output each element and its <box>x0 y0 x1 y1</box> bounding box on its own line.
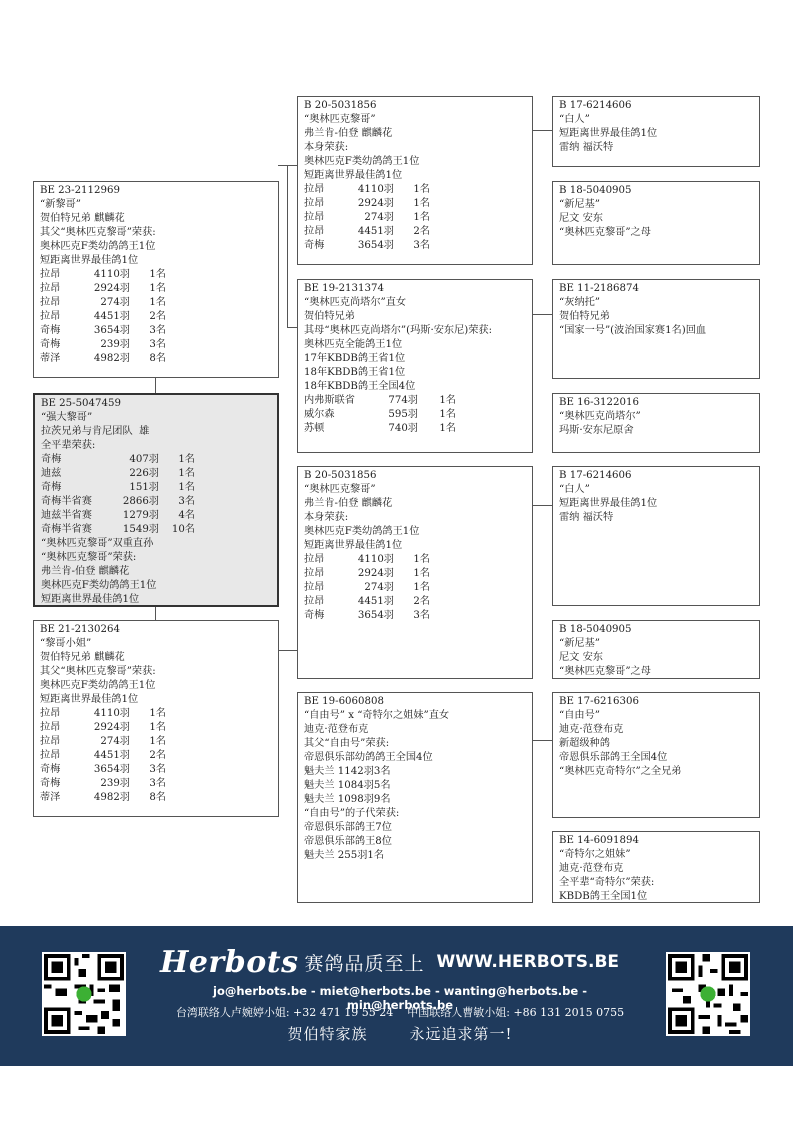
connector-gp-ggp7 <box>533 740 552 741</box>
result-row: 奇梅半省赛 1549羽 10名 <box>41 524 195 535</box>
note-line: 奥林匹克F类幼鸽鸽王1位 <box>40 680 156 691</box>
bird-name: “黎哥小姐” <box>40 638 92 649</box>
detail-line: “奥林匹克黎哥”之母 <box>559 666 651 677</box>
note-line: 短距离世界最佳鸽1位 <box>41 594 140 605</box>
result-row: 拉昂 4451羽 2名 <box>304 226 430 237</box>
pedigree-box-ggp1 <box>552 96 760 167</box>
result-row: 拉昂 4110羽 1名 <box>40 269 166 280</box>
result-row: 拉昂 274羽 1名 <box>40 736 166 747</box>
note-line: 奥林匹克全能鸽王1位 <box>304 339 403 350</box>
pedigree-box-ggp6 <box>552 620 760 679</box>
connector-sire-gp2 <box>287 327 297 328</box>
wechat-qr-code-left[interactable] <box>42 952 126 1036</box>
note-line: 短距离世界最佳鸽1位 <box>304 540 403 551</box>
detail-line: “新尼基” <box>559 199 600 210</box>
note-line: 奥林匹克F类幼鸽鸽王1位 <box>40 241 156 252</box>
pedigree-box-dam-dam <box>297 692 533 903</box>
note-line: “奥林匹克黎哥”荣获: <box>41 552 137 563</box>
detail-line: 玛斯·安东尼原舍 <box>559 425 634 436</box>
ring-number: B 18-5040905 <box>559 185 632 196</box>
connector-gp-ggp5 <box>533 505 552 506</box>
result-row: 奇梅 3654羽 3名 <box>40 325 166 336</box>
pedigree-box-ggp2 <box>552 181 760 265</box>
note-line: 本身荣获: <box>304 142 349 153</box>
result-row: 苏顿 740羽 1名 <box>304 423 456 434</box>
pedigree-box-sire-sire <box>297 96 533 265</box>
result-row: 奇梅 3654羽 3名 <box>40 764 166 775</box>
note-line: 短距离世界最佳鸽1位 <box>40 255 139 266</box>
result-row: 拉昂 4110羽 1名 <box>40 708 166 719</box>
ring-number: BE 11-2186874 <box>559 283 639 294</box>
result-row: 奇梅 3654羽 3名 <box>304 240 430 251</box>
detail-line: KBDB鸽王全国1位 <box>559 891 648 902</box>
detail-line: “奥林匹克奇特尔”之全兄弟 <box>559 766 682 777</box>
note-line: 18年KBDB鸽王全国4位 <box>304 381 416 392</box>
result-row: 拉昂 2924羽 1名 <box>40 283 166 294</box>
detail-line: 帝恩俱乐部鸽王全国4位 <box>559 752 668 763</box>
detail-line: 雷纳 福沃特 <box>559 512 614 523</box>
bird-name: “奥林匹克黎哥” <box>304 484 376 495</box>
ring-number: B 20-5031856 <box>304 100 377 111</box>
result-row: 奇梅 407羽 1名 <box>41 454 195 465</box>
detail-line: 魁夫兰 255羽1名 <box>304 850 385 861</box>
detail-line: 其父“自由号”荣获: <box>304 738 390 749</box>
motto <box>160 1023 640 1044</box>
pedigree-box-sire <box>33 181 279 378</box>
detail-line: “国家一号”(波治国家赛1名)回血 <box>559 325 707 336</box>
ring-number: BE 17-6216306 <box>559 696 639 707</box>
result-row: 内弗斯联省 774羽 1名 <box>304 395 456 406</box>
connector-sire-subject <box>155 377 156 393</box>
breeder: 弗兰肯-伯登 麒麟花 <box>304 128 393 139</box>
connector-gp-ggp3 <box>533 314 552 315</box>
detail-line: “灰纳托” <box>559 297 600 308</box>
detail-line: 雷纳 福沃特 <box>559 142 614 153</box>
detail-line: 迪克·范登布克 <box>559 724 624 735</box>
result-row: 拉昂 2924羽 1名 <box>40 722 166 733</box>
pedigree-box-ggp5 <box>552 466 760 606</box>
breeder: 贺伯特兄弟 麒麟花 <box>40 213 125 224</box>
result-row: 威尔森 595羽 1名 <box>304 409 456 420</box>
pedigree-box-dam <box>33 620 279 817</box>
ring-number: BE 21-2130264 <box>40 624 120 635</box>
brand-line <box>160 942 640 982</box>
note-line: 其父“奥林匹克黎哥”荣获: <box>40 227 156 238</box>
ring-number: B 17-6214606 <box>559 470 632 481</box>
connector-subject-dam <box>155 606 156 620</box>
detail-line: 迪克·范登布克 <box>304 724 369 735</box>
connector-dam-gp <box>278 650 297 651</box>
detail-line: “白人” <box>559 114 590 125</box>
email-contacts[interactable]: jo@herbots.be - miet@herbots.be - wanting@herbots.be - min@herbots.be <box>213 984 587 1012</box>
result-row: 拉昂 2924羽 1名 <box>304 198 430 209</box>
result-row: 拉昂 2924羽 1名 <box>304 568 430 579</box>
detail-line: 尼文 安东 <box>559 213 603 224</box>
ring-number: BE 23-2112969 <box>40 185 120 196</box>
result-row: 拉昂 4110羽 1名 <box>304 554 430 565</box>
ring-number: BE 19-6060808 <box>304 696 384 707</box>
connector-sire-gp-v <box>287 165 288 327</box>
note-line: 18年KBDB鸽王省1位 <box>304 367 406 378</box>
note-line: 奥林匹克F类幼鸽鸽王1位 <box>41 580 157 591</box>
pedigree-box-subject <box>33 393 279 607</box>
pedigree-box-ggp3 <box>552 279 760 379</box>
breeder: 弗兰肯-伯登 麒麟花 <box>304 498 393 509</box>
detail-line: 新超级种鸽 <box>559 738 610 749</box>
pedigree-box-ggp4 <box>552 393 760 453</box>
result-row: 蒂泽 4982羽 8名 <box>40 792 166 803</box>
result-row: 奇梅 239羽 3名 <box>40 339 166 350</box>
result-row: 拉昂 4451羽 2名 <box>304 596 430 607</box>
detail-line: 帝恩俱乐部鸽王7位 <box>304 822 392 833</box>
detail-line: 短距离世界最佳鸽1位 <box>559 498 658 509</box>
note-line: 短距离世界最佳鸽1位 <box>304 170 403 181</box>
contact-taiwan: 台湾联络人卢婉婷小姐: +32 471 19 55 24 <box>175 1006 394 1019</box>
result-row: 拉昂 274羽 1名 <box>304 582 430 593</box>
ring-number: B 18-5040905 <box>559 624 632 635</box>
ring-number: BE 16-3122016 <box>559 397 639 408</box>
footer-banner <box>0 926 793 1066</box>
detail-line: 魁夫兰 1142羽3名 <box>304 766 391 777</box>
breeder: 贺伯特兄弟 麒麟花 <box>40 652 125 663</box>
breeder: 拉茨兄弟与肯尼团队 雄 <box>41 426 150 437</box>
note-line: 奥林匹克F类幼鸽鸽王1位 <box>304 156 420 167</box>
wechat-qr-code-right[interactable] <box>666 952 750 1036</box>
ring-number: BE 19-2131374 <box>304 283 384 294</box>
note-line: 17年KBDB鸽王省1位 <box>304 353 406 364</box>
contact-china: 中国联络人曹敏小姐: +86 131 2015 0755 <box>407 1006 625 1019</box>
pedigree-box-dam-sire <box>297 466 533 679</box>
result-row: 迪兹 226羽 1名 <box>41 468 195 479</box>
result-row: 拉昂 4110羽 1名 <box>304 184 430 195</box>
note-line: 其母“奥林匹克尚塔尔”(玛斯·安东尼)荣获: <box>304 325 493 336</box>
bird-name: “奥林匹克尚塔尔”直女 <box>304 297 407 308</box>
detail-line: 魁夫兰 1084羽5名 <box>304 780 391 791</box>
note-line: 短距离世界最佳鸽1位 <box>40 694 139 705</box>
herbots-logo: Herbots <box>160 944 299 980</box>
connector-gp-ggp1 <box>533 130 552 131</box>
detail-line: 贺伯特兄弟 <box>559 311 610 322</box>
bird-name: “奥林匹克黎哥” <box>304 114 376 125</box>
ring-number: B 20-5031856 <box>304 470 377 481</box>
result-row: 拉昂 4451羽 2名 <box>40 750 166 761</box>
detail-line: “奇特尔之姐妹” <box>559 849 631 860</box>
phone-contacts <box>150 1004 650 1020</box>
result-row: 拉昂 4451羽 2名 <box>40 311 166 322</box>
note-line: 弗兰肯-伯登 麒麟花 <box>41 566 130 577</box>
pedigree-box-sire-dam <box>297 279 533 453</box>
result-row: 奇梅 151羽 1名 <box>41 482 195 493</box>
result-row: 蒂泽 4982羽 8名 <box>40 353 166 364</box>
note-line: 本身荣获: <box>304 512 349 523</box>
result-row: 奇梅 3654羽 3名 <box>304 610 430 621</box>
detail-line: 帝恩俱乐部幼鸽鸽王全国4位 <box>304 752 433 763</box>
detail-line: 全平辈“奇特尔”荣获: <box>559 877 655 888</box>
website-link[interactable]: WWW.HERBOTS.BE <box>436 952 620 972</box>
result-row: 拉昂 274羽 1名 <box>304 212 430 223</box>
detail-line: 魁夫兰 1098羽9名 <box>304 794 391 805</box>
motto-right: 永远追求第一! <box>409 1025 513 1043</box>
detail-line: “奥林匹克黎哥”之母 <box>559 227 651 238</box>
note-line: “奥林匹克黎哥”双重直孙 <box>41 538 154 549</box>
detail-line: “白人” <box>559 484 590 495</box>
detail-line: “奥林匹克尚塔尔” <box>559 411 641 422</box>
detail-line: 尼文 安东 <box>559 652 603 663</box>
brand-slogan: 赛鸽品质至上 <box>304 952 425 975</box>
pedigree-box-ggp8 <box>552 831 760 903</box>
results-title: 全平辈荣获: <box>41 440 96 451</box>
detail-line: 帝恩俱乐部鸽王8位 <box>304 836 392 847</box>
ring-number: BE 14-6091894 <box>559 835 639 846</box>
breeder: 贺伯特兄弟 <box>304 311 355 322</box>
detail-line: “自由号” <box>559 710 600 721</box>
detail-line: “新尼基” <box>559 638 600 649</box>
result-row: 迪兹半省赛 1279羽 4名 <box>41 510 195 521</box>
bird-name: “自由号” x “奇特尔之姐妹”直女 <box>304 710 450 721</box>
note-line: 其父“奥林匹克黎哥”荣获: <box>40 666 156 677</box>
bird-name: “强大黎哥” <box>41 412 93 423</box>
detail-line: “自由号”的子代荣获: <box>304 808 400 819</box>
note-line: 奥林匹克F类幼鸽鸽王1位 <box>304 526 420 537</box>
pedigree-box-ggp7 <box>552 692 760 818</box>
motto-left: 贺伯特家族 <box>287 1025 368 1043</box>
ring-number: B 17-6214606 <box>559 100 632 111</box>
result-row: 奇梅半省赛 2866羽 3名 <box>41 496 195 507</box>
bird-name: “新黎哥” <box>40 199 81 210</box>
result-row: 拉昂 274羽 1名 <box>40 297 166 308</box>
detail-line: 迪克·范登布克 <box>559 863 624 874</box>
detail-line: 短距离世界最佳鸽1位 <box>559 128 658 139</box>
ring-number: BE 25-5047459 <box>41 398 121 409</box>
result-row: 奇梅 239羽 3名 <box>40 778 166 789</box>
